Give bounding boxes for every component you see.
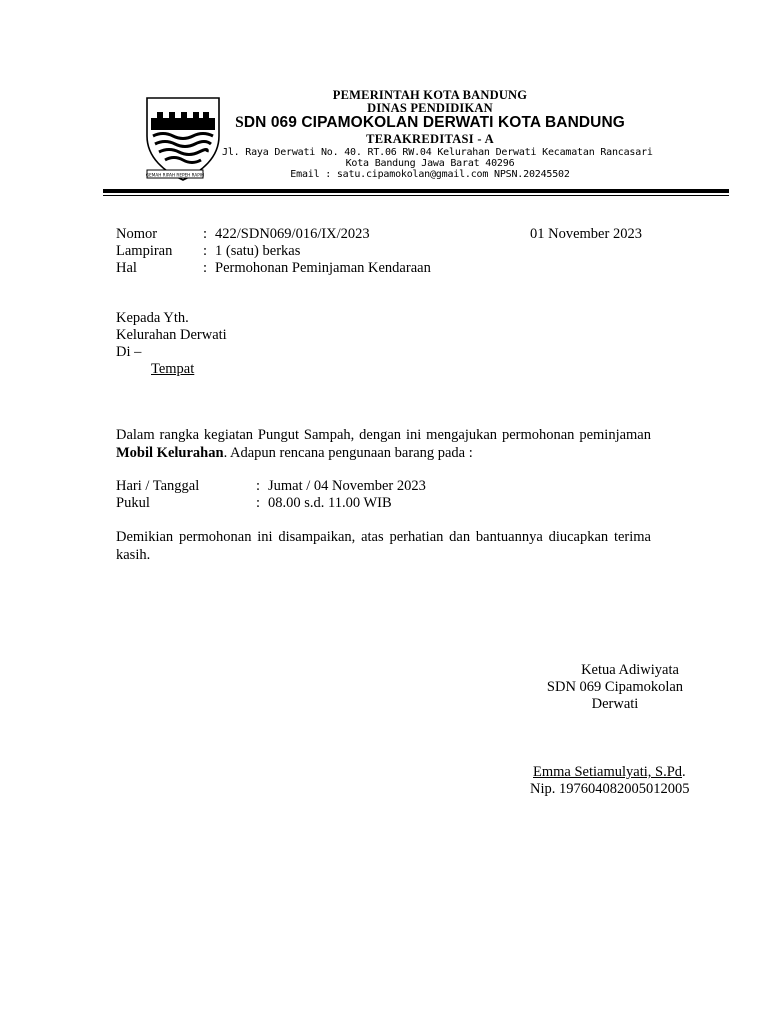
letterhead-divider-thin [103, 195, 729, 196]
letterhead-government: PEMERINTAH KOTA BANDUNG [332, 88, 528, 102]
hal-label: Hal [116, 260, 137, 276]
signatory-name-suffix: . [682, 764, 686, 780]
nomor-colon: : [203, 226, 208, 242]
time-colon: : [256, 495, 261, 511]
letter-date: 01 November 2023 [530, 226, 642, 242]
letterhead-divider [103, 189, 729, 193]
time-label: Pukul [116, 495, 150, 511]
hal-colon: : [203, 260, 208, 276]
letterhead-address: Jl. Raya Derwati No. 40. RT.06 RW.04 Kelurahan Derwati Kecamatan Rancasari [222, 147, 653, 158]
body-paragraph-closing: Demikian permohonan ini disampaikan, atas perhatian dan bantuannya diucapkan terima kasih. [116, 529, 651, 563]
body-vehicle: Mobil Kelurahan [116, 444, 224, 461]
day-label: Hari / Tanggal [116, 478, 200, 494]
lampiran-label: Lampiran [116, 243, 173, 259]
signature-location: Derwati [591, 696, 639, 712]
body-text-a: Dalam rangka kegiatan Pungut Sampah, dengan ini mengajukan permohonan peminjaman [116, 427, 651, 443]
signature-school: SDN 069 Cipamokolan [546, 679, 684, 695]
school-name-rest: DN 069 CIPAMOKOLAN DERWATI KOTA BANDUNG [243, 114, 625, 131]
body-text-b: . Adapun rencana pengunaan barang pada : [223, 444, 473, 461]
recipient-name: Kelurahan Derwati [116, 327, 227, 343]
recipient-greeting: Kepada Yth. [116, 310, 189, 326]
letterhead-department: DINAS PENDIDIKAN [367, 101, 493, 115]
letterhead-contact: Email : satu.cipamokolan@gmail.com NPSN.20245502 [290, 169, 570, 180]
recipient-place: Tempat [151, 361, 195, 377]
lampiran-colon: : [203, 243, 208, 259]
signatory-name [533, 764, 686, 781]
nomor-value: 422/SDN069/016/IX/2023 [215, 226, 370, 242]
signatory-name-text: Emma Setiamulyati, S.Pd [533, 764, 683, 780]
signatory-nip: Nip. 197604082005012005 [530, 781, 690, 797]
recipient-di: Di – [116, 344, 142, 360]
signature-title: Ketua Adiwiyata [581, 662, 679, 678]
city-emblem-logo [143, 96, 223, 184]
day-colon: : [256, 478, 261, 494]
hal-value: Permohonan Peminjaman Kendaraan [215, 260, 431, 276]
time-value: 08.00 s.d. 11.00 WIB [268, 495, 392, 511]
body-paragraph-request [116, 427, 651, 462]
letterhead-city: Kota Bandung Jawa Barat 40296 [345, 158, 515, 169]
nomor-label: Nomor [116, 226, 158, 242]
school-name-initial: S [235, 114, 244, 131]
letterhead-school-name [222, 114, 638, 132]
letterhead-accreditation: TERAKREDITASI - A [366, 132, 494, 146]
day-value: Jumat / 04 November 2023 [268, 478, 426, 494]
logo-motto: GEMAH RIPAH REPEH RAPIH [145, 172, 205, 178]
lampiran-value: 1 (satu) berkas [215, 243, 301, 259]
